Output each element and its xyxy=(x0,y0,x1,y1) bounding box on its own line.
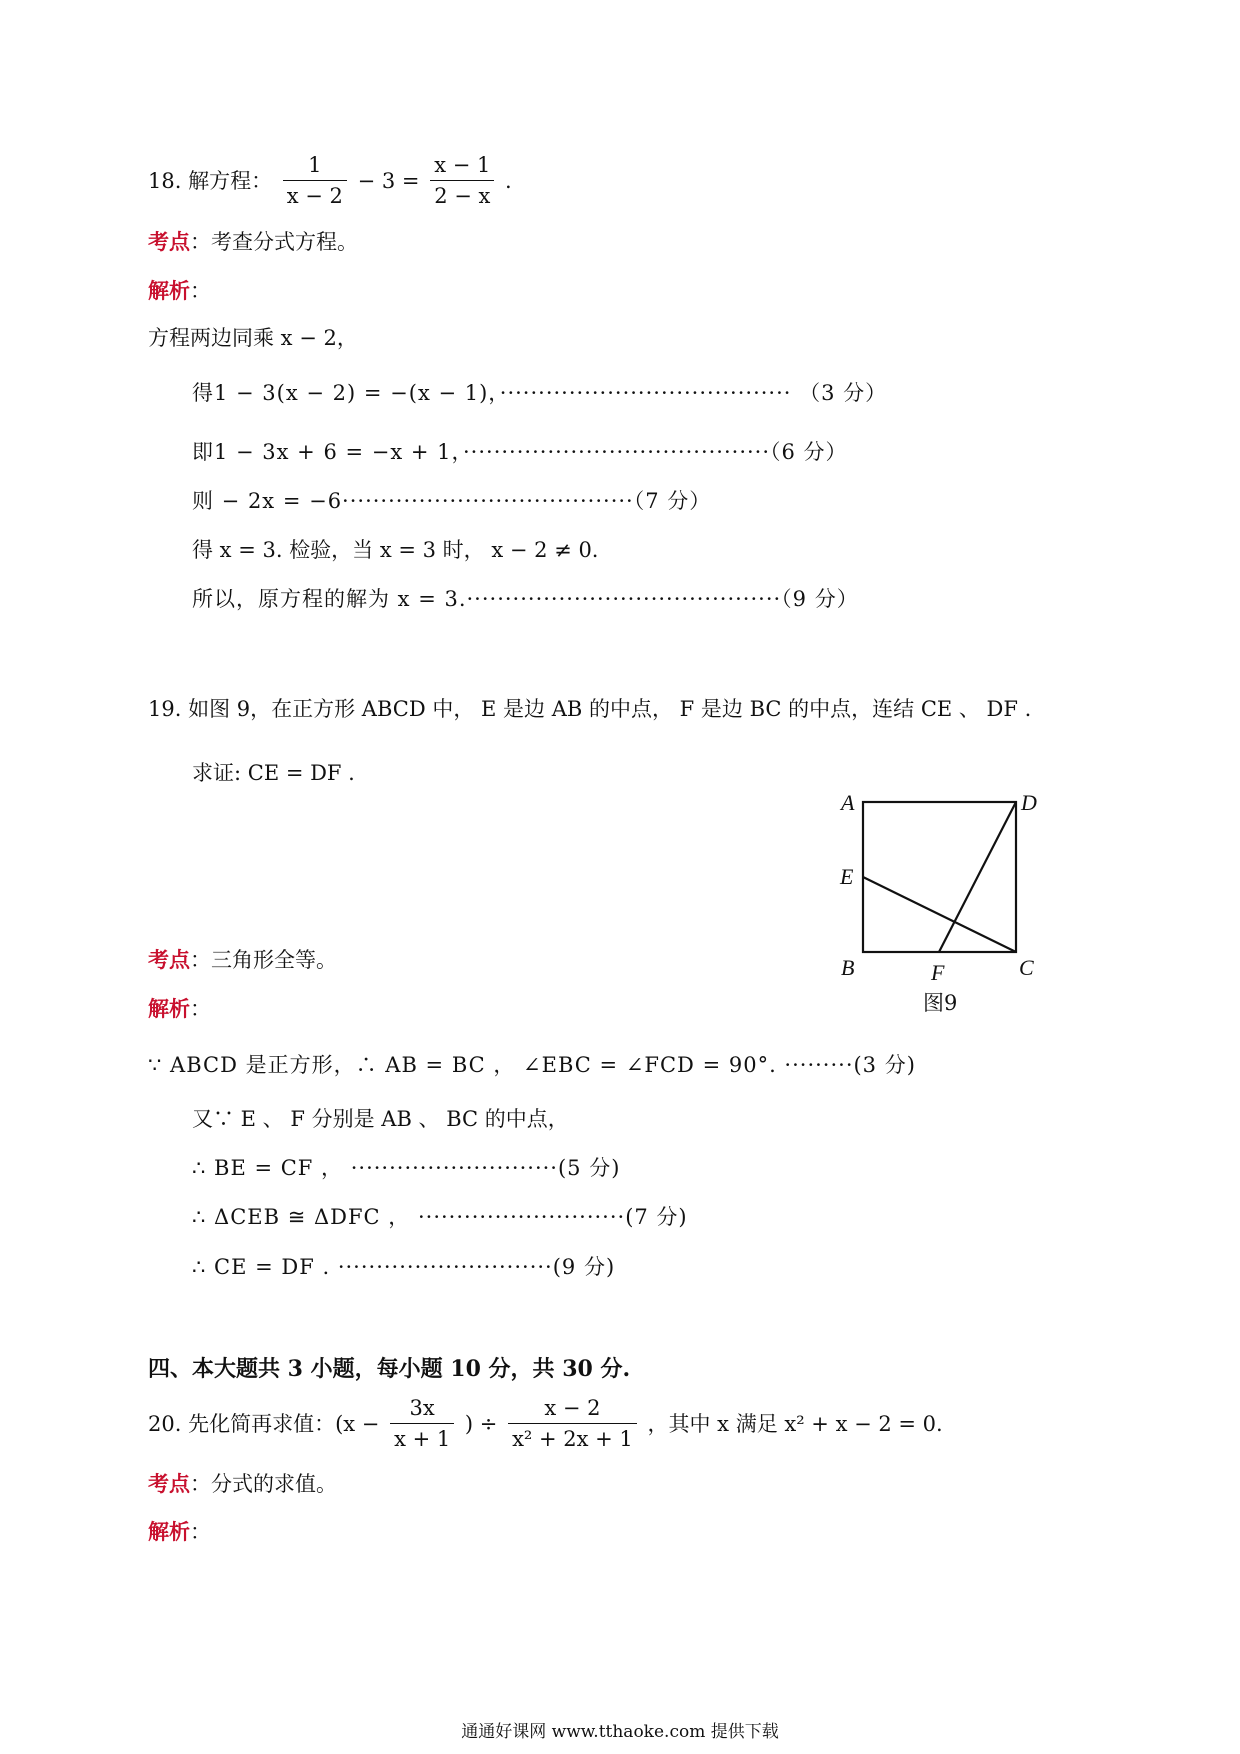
section-heading: 四、本大题共 3 小题，每小题 10 分，共 30 分. xyxy=(148,1356,631,1382)
q20-fraction-2 xyxy=(508,1393,637,1454)
q18-f1-num: 1 xyxy=(283,150,347,181)
q19-line-3: ∴ BE = CF ， ···························(5 分) xyxy=(192,1156,621,1180)
q19-kaodian-text: ：三角形全等。 xyxy=(190,947,337,972)
q19-line-2: 又∵ E 、 F 分别是 AB 、 BC 的中点， xyxy=(192,1107,569,1131)
q18-kaodian-label: 考点 xyxy=(148,228,190,254)
q19-jiexi-colon: ： xyxy=(190,996,211,1021)
q19-line-5: ∴ CE = DF . ····························(9 分) xyxy=(192,1255,616,1279)
q18-f2-den: 2 − x xyxy=(434,184,491,208)
label-d: D xyxy=(1021,790,1037,815)
q20-expression xyxy=(148,1393,943,1454)
q18-kaodian xyxy=(148,226,358,256)
q18-mid: − 3 = xyxy=(357,168,420,193)
q18-line-1: 方程两边同乘 x − 2， xyxy=(148,326,358,350)
q18-line-5: 得 x = 3. 检验，当 x = 3 时， x − 2 ≠ 0. xyxy=(192,538,599,562)
q18-fraction-2 xyxy=(430,150,494,211)
q19-kaodian xyxy=(148,944,337,974)
q18-line-6: 所以，原方程的解为 x = 3.·········································（9 分） xyxy=(192,587,859,611)
q18-line-2: 得1 − 3(x − 2) = −(x − 1)，······································ （3 分） xyxy=(192,381,888,405)
q18-fraction-1 xyxy=(283,150,347,211)
q18-prefix: 18. 解方程： xyxy=(148,168,273,193)
q20-f2-den: x² + 2x + 1 xyxy=(512,1427,633,1451)
q18-jiexi xyxy=(148,275,211,305)
segment-df xyxy=(939,802,1016,952)
q20-mid: ) ÷ xyxy=(464,1411,498,1436)
q20-suffix: ，其中 x 满足 x² + x − 2 = 0. xyxy=(647,1411,943,1436)
square-abcd xyxy=(863,802,1016,952)
q18-kaodian-text: ：考查分式方程。 xyxy=(190,229,358,254)
q18-line-4: 则 − 2x = −6······································（7 分） xyxy=(192,489,712,513)
q20-f1-den: x + 1 xyxy=(394,1427,451,1451)
q18-f2-num: x − 1 xyxy=(430,150,494,181)
q19-jiexi xyxy=(148,993,211,1023)
figure-caption: 图9 xyxy=(923,991,958,1015)
q20-prefix: 20. 先化简再求值：(x − xyxy=(148,1411,380,1436)
q18-suffix: . xyxy=(505,168,512,193)
q20-f2-num: x − 2 xyxy=(508,1393,637,1424)
q20-kaodian xyxy=(148,1468,337,1498)
q20-kaodian-text: ：分式的求值。 xyxy=(190,1471,337,1496)
page-footer: 通通好课网 www.tthaoke.com 提供下载 xyxy=(461,1722,779,1742)
label-a: A xyxy=(841,790,855,815)
square-figure xyxy=(835,780,1055,1020)
q20-fraction-1 xyxy=(390,1393,454,1454)
q18-line-3: 即1 − 3x + 6 = −x + 1，········································（6 分） xyxy=(192,440,848,464)
q20-f1-num: 3x xyxy=(390,1393,454,1424)
q18-f1-den: x − 2 xyxy=(286,184,343,208)
q20-jiexi-colon: ： xyxy=(190,1519,211,1544)
q20-kaodian-label: 考点 xyxy=(148,1470,190,1496)
q18-jiexi-label: 解析 xyxy=(148,277,190,303)
q20-jiexi xyxy=(148,1516,211,1546)
q18-equation xyxy=(148,150,512,211)
segment-ce xyxy=(863,877,1016,952)
q19-kaodian-label: 考点 xyxy=(148,946,190,972)
q20-jiexi-label: 解析 xyxy=(148,1518,190,1544)
q19-question: 19. 如图 9，在正方形 ABCD 中， E 是边 AB 的中点， F 是边 BC 的中点，连结 CE 、 DF . xyxy=(148,697,1032,721)
label-c: C xyxy=(1019,955,1034,980)
q19-jiexi-label: 解析 xyxy=(148,995,190,1021)
q18-jiexi-colon: ： xyxy=(190,278,211,303)
label-b: B xyxy=(841,955,855,980)
q19-line-4: ∴ ΔCEB ≅ ΔDFC ， ···························(7 分) xyxy=(192,1205,688,1229)
q19-prove: 求证: CE = DF . xyxy=(192,761,355,785)
label-f: F xyxy=(931,960,945,985)
label-e: E xyxy=(840,864,854,889)
q19-line-1: ∵ ABCD 是正方形，∴ AB = BC ， ∠EBC = ∠FCD = 90°. ·········(3 分) xyxy=(148,1053,916,1077)
